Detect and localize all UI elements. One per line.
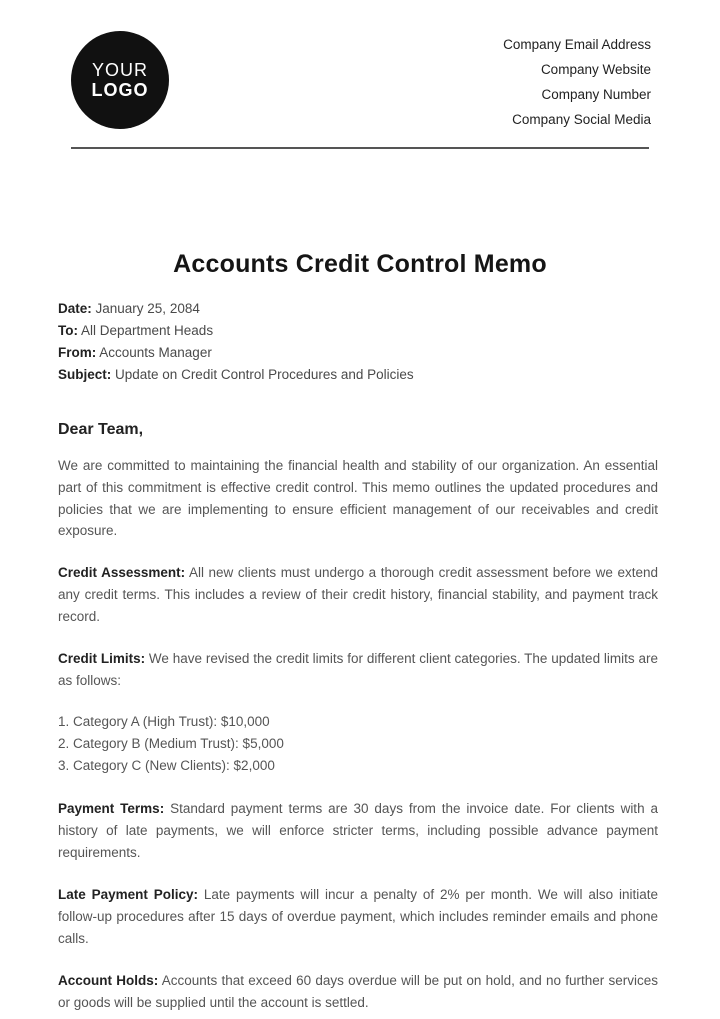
company-logo [71, 31, 169, 129]
memo-title: Accounts Credit Control Memo [173, 250, 547, 278]
logo-text-line2: LOGO [91, 80, 149, 100]
to-label: To: [58, 323, 78, 338]
company-contact-block [503, 32, 651, 132]
greeting: Dear Team, [58, 421, 144, 438]
list-item: 1. Category A (High Trust): $10,000 [58, 714, 270, 729]
late-payment-text: Late payments will incur a penalty of 2% per month. We will also initiate follow-up procedures after 15 days of overdue payment, which includes reminder emails and phone calls. [58, 887, 658, 946]
credit-limits-list [58, 711, 284, 777]
logo-text-line1: YOUR [91, 60, 148, 80]
account-holds-text: Accounts that exceed 60 days overdue will be put on hold, and no further services or goods will be supplied until the account is settled. [58, 973, 658, 1010]
payment-terms-heading: Payment Terms: [58, 801, 165, 816]
credit-limits-text: We have revised the credit limits for different client categories. The updated limits are as follows: [58, 651, 658, 688]
date-value: January 25, 2084 [91, 301, 200, 316]
meta-subject [58, 364, 414, 386]
payment-terms-text: Standard payment terms are 30 days from the invoice date. For clients with a history of late payments, we will enforce stricter terms, including possible advance payment requirements. [58, 801, 658, 860]
company-website: Company Website [540, 62, 651, 77]
company-number: Company Number [541, 87, 651, 102]
header-divider [71, 147, 649, 149]
meta-date [58, 298, 414, 320]
credit-assessment-heading: Credit Assessment: [58, 565, 186, 580]
credit-assessment-paragraph [58, 562, 658, 627]
company-social-media: Company Social Media [512, 112, 651, 127]
meta-from [58, 342, 414, 364]
memo-meta [58, 298, 414, 386]
account-holds-paragraph [58, 970, 658, 1014]
credit-limits-paragraph [58, 648, 658, 692]
meta-to [58, 320, 414, 342]
credit-assessment-text: All new clients must undergo a thorough credit assessment before we extend any credit terms. This includes a review of their credit history, financial stability, and payment track record. [58, 565, 658, 624]
account-holds-heading: Account Holds: [58, 973, 159, 988]
late-payment-heading: Late Payment Policy: [58, 887, 199, 902]
to-value: All Department Heads [78, 323, 214, 338]
list-item: 2. Category B (Medium Trust): $5,000 [58, 736, 284, 751]
company-email: Company Email Address [503, 37, 651, 52]
date-label: Date: [58, 301, 92, 316]
intro-paragraph: We are committed to maintaining the financial health and stability of our organization. An essential part of this commitment is effective credit control. This memo outlines the updated procedures and policies that we are implementing to ensure efficient management of our receivables and credit exposure. [58, 458, 658, 539]
payment-terms-paragraph [58, 798, 658, 863]
credit-limits-heading: Credit Limits: [58, 651, 146, 666]
subject-label: Subject: [58, 367, 112, 382]
from-label: From: [58, 345, 97, 360]
late-payment-paragraph [58, 884, 658, 949]
from-value: Accounts Manager [96, 345, 212, 360]
list-item: 3. Category C (New Clients): $2,000 [58, 758, 275, 773]
subject-value: Update on Credit Control Procedures and Policies [111, 367, 414, 382]
